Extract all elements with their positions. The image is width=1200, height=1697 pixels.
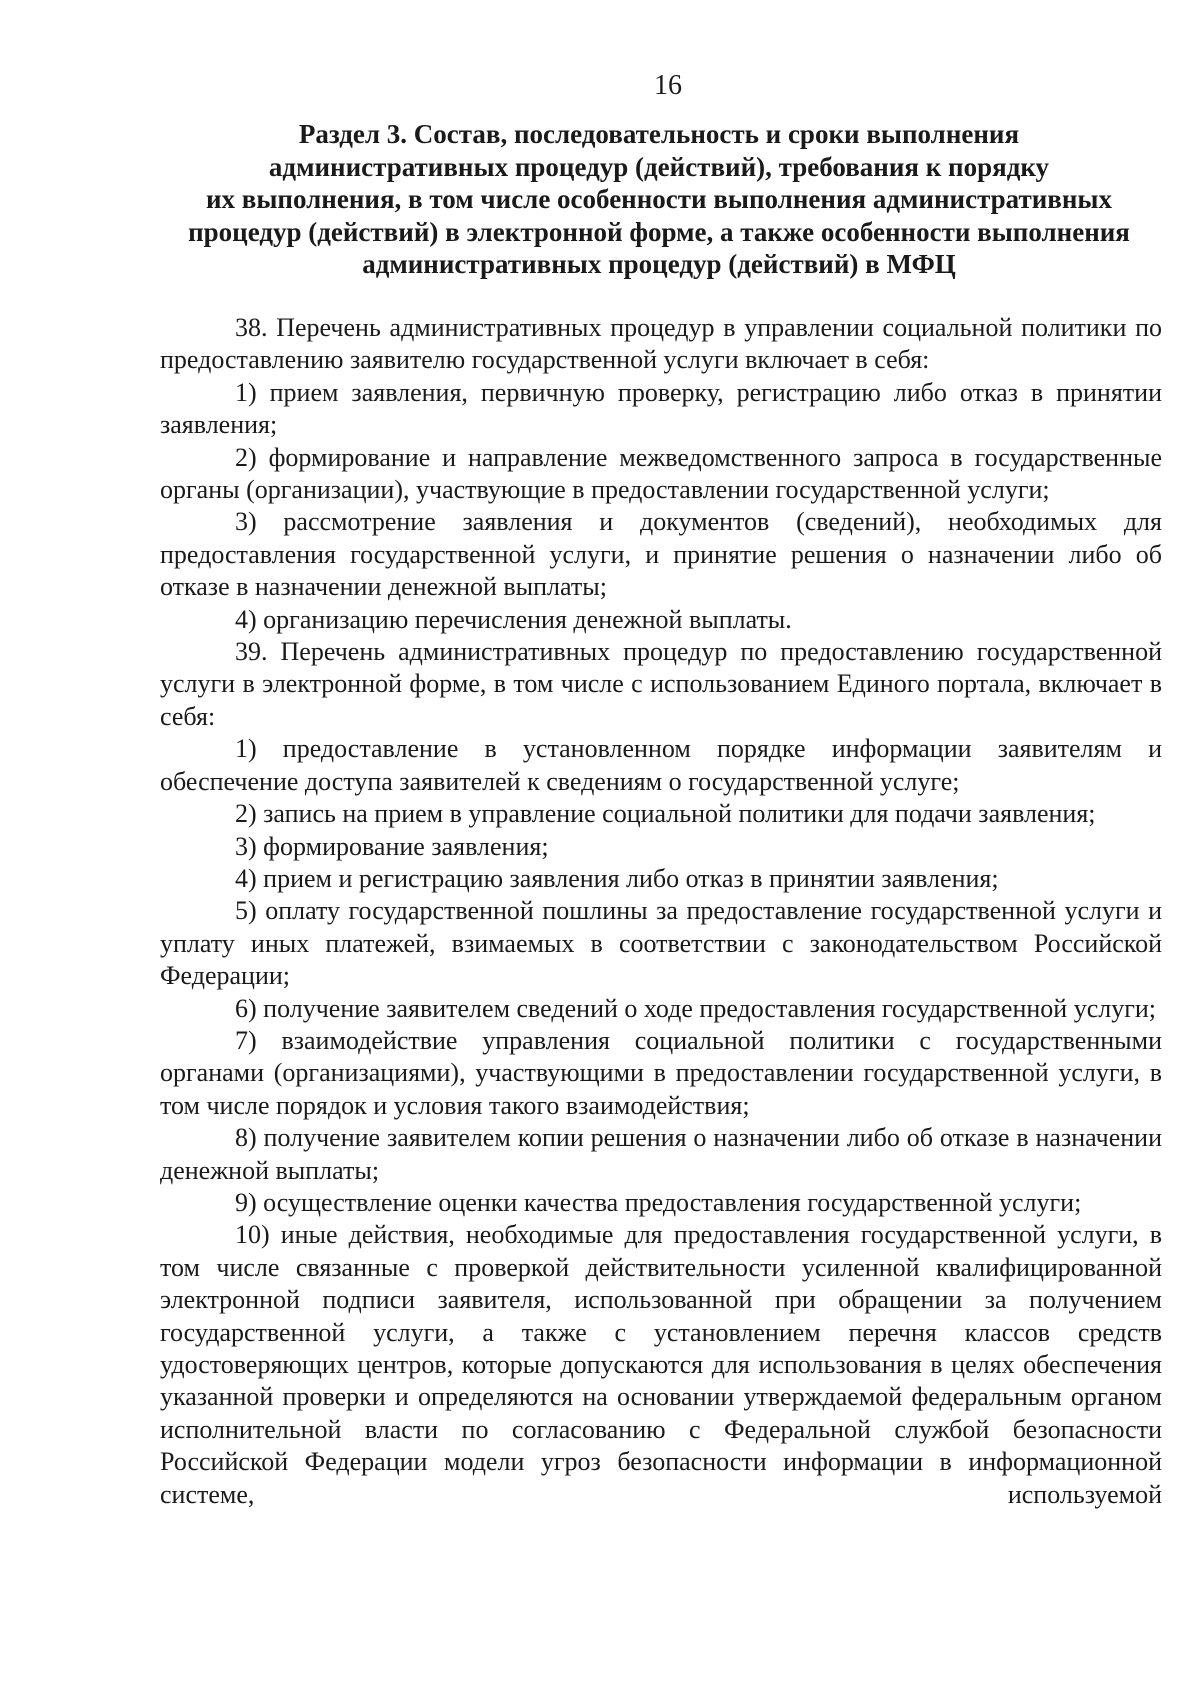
list-item: 6) получение заявителем сведений о ходе предоставления государственной услуги; [235,993,1157,1023]
list-item: 4) прием и регистрацию заявления либо отказ в принятии заявления; [235,863,999,893]
list-item: 2) запись на прием в управление социальной политики для подачи заявления; [235,799,1096,829]
heading-line: их выполнения, в том числе особенности выполнения административных [205,184,1113,214]
page-number: 16 [654,70,682,101]
list-item: 2) формирование и направление межведомственного запроса в государственные органы (организации), участвующие в предоставлении государственной услуги; [160,442,1162,505]
list-item: 1) предоставление в установленном порядке информации заявителям и обеспечение доступа заявителей к сведениям о государственной услуге; [160,734,1162,796]
list-item: 9) осуществление оценки качества предоставления государственной услуги; [235,1187,1082,1217]
list-item: 10) иные действия, необходимые для предоставления государственной услуги, в том числе связанные с проверкой действительности усиленной квалифицированной электронной подписи заявителя, использованной при обращении за получением государственной услуги, а также с установлением перечня классов средств удостоверяющих центров, которые допускаются для использования в целях обеспечения указанной проверки и определяются на основании утверждаемой федеральным органом исполнительной власти по согласованию с Федеральной службой безопасности Российской Федерации модели угроз безопасности информации в информационной системе, используемой [160,1220,1162,1509]
list-item: 3) формирование заявления; [235,831,549,861]
heading-line: процедур (действий) в электронной форме, а также особенности выполнения [188,216,1130,247]
heading-line: административных процедур (действий), требования к порядку [268,151,1050,182]
paragraph-38: 38. Перечень административных процедур в управлении социальной политики по предоставлению заявителю государственной услуги включает в себя: [160,313,1162,375]
list-item: 1) прием заявления, первичную проверку, регистрацию либо отказ в принятии заявления; [160,377,1162,440]
paragraph-39: 39. Перечень административных процедур по предоставлению государственной услуги в электронной форме, в том числе с использованием Единого портала, включает в себя: [160,637,1162,731]
section-heading [158,118,1160,281]
list-item: 7) взаимодействие управления социальной политики с государственными органами (организациями), участвующими в предоставлении государственной услуги, в том числе порядок и условия такого взаимодействия; [160,1025,1162,1120]
heading-line: административных процедур (действий) в МФЦ [362,249,956,279]
heading-line: Раздел 3. Состав, последовательность и сроки выполнения [298,119,1020,149]
list-item: 4) организацию перечисления денежной выплаты. [235,604,792,634]
list-item: 3) рассмотрение заявления и документов (сведений), необходимых для предоставления государственной услуги, и принятие решения о назначении либо об отказе в назначении денежной выплаты; [160,507,1162,602]
document-body [160,312,1162,1511]
list-item: 5) оплату государственной пошлины за предоставление государственной услуги и уплату иных платежей, взимаемых в соответствии с законодательством Российской Федерации; [160,896,1162,991]
list-item: 8) получение заявителем копии решения о назначении либо об отказе в назначении денежной выплаты; [160,1123,1162,1185]
